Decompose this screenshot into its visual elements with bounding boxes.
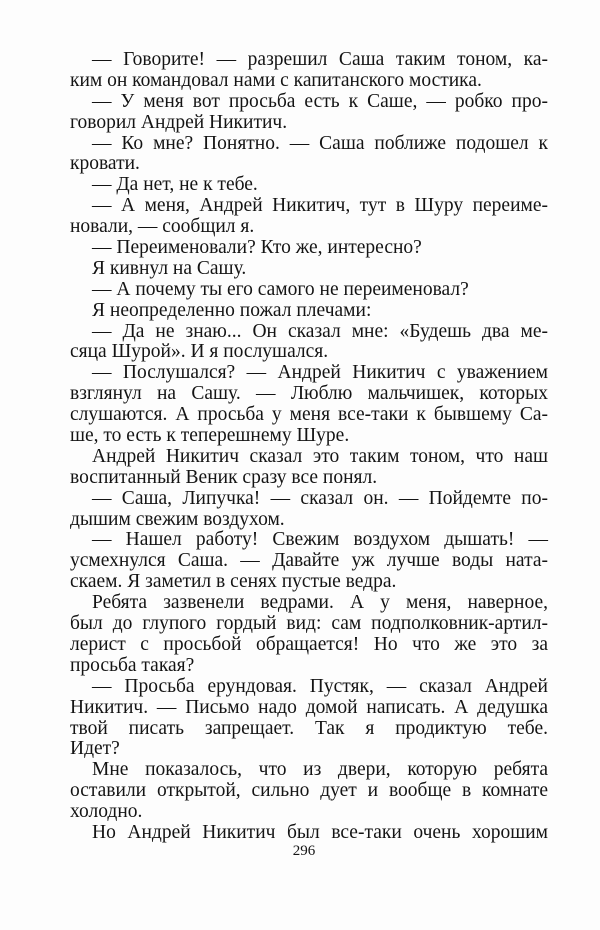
text-line: — Просьба ерундовая. Пустяк, — сказал Андрей: [92, 675, 548, 697]
text-line: был до глупого гордый вид: сам подполковник-артил-: [70, 613, 548, 635]
text-line: — А почему ты его самого не переименовал?: [92, 278, 469, 300]
text-line: Я неопределенно пожал плечами:: [92, 299, 372, 321]
text-line: просьба такая?: [70, 654, 195, 676]
text-line: Но Андрей Никитич был все-таки очень хорошим: [92, 821, 548, 843]
text-line: — У меня вот просьба есть к Саше, — робко про-: [92, 90, 548, 112]
text-line: — Ко мне? Понятно. — Саша поближе подошел к: [92, 132, 548, 154]
text-line: ше, то есть к теперешнему Шуре.: [70, 425, 350, 447]
text-line: ким он командовал нами с капитанского мостика.: [70, 69, 482, 91]
text-line: — Да не знаю... Он сказал мне: «Будешь два ме-: [92, 320, 548, 342]
text-line: — Говорите! — разрешил Саша таким тоном, ка-: [92, 49, 548, 70]
body-text: [70, 49, 548, 844]
text-line: — Нашел работу! Свежим воздухом дышать! —: [92, 529, 548, 551]
text-line: взглянул на Сашу. — Люблю мальчишек, которых: [70, 383, 548, 405]
text-line: Никитич. — Письмо надо домой написать. А дедушка: [70, 696, 548, 718]
text-line: — Да нет, не к тебе.: [92, 174, 258, 196]
text-line: сяца Шурой». И я послушался.: [70, 341, 329, 363]
text-line: воспитанный Веник сразу все понял.: [70, 466, 378, 488]
text-line: Я кивнул на Сашу.: [92, 257, 247, 279]
text-line: Мне показалось, что из двери, которую ребята: [92, 759, 548, 781]
text-line: дышим свежим воздухом.: [70, 508, 285, 530]
text-line: твой писать запрещает. Так я продиктую тебе.: [70, 717, 548, 739]
text-line: слушаются. А просьба у меня все-таки к бывшему Са-: [70, 404, 548, 426]
text-line: Ребята зазвенели ведрами. А у меня, наверное,: [92, 592, 548, 614]
text-line: говорил Андрей Никитич.: [70, 111, 288, 133]
text-line: кровати.: [70, 153, 140, 175]
text-line: скаем. Я заметил в сенях пустые ведра.: [70, 571, 397, 593]
text-line: Андрей Никитич сказал это таким тоном, что наш: [92, 445, 548, 467]
text-line: оставили открытой, сильно дует и вообще в комнате: [70, 780, 548, 802]
text-line: холодно.: [70, 801, 143, 823]
text-line: усмехнулся Саша. — Давайте уж лучше воды ната-: [70, 550, 548, 572]
text-line: Идет?: [70, 738, 120, 760]
page-number: 296: [292, 843, 316, 859]
text-line: — А меня, Андрей Никитич, тут в Шуру переиме-: [92, 195, 548, 217]
text-line: лерист с просьбой обращается! Но что же это за: [70, 633, 548, 655]
text-line: — Переименовали? Кто же, интересно?: [92, 237, 422, 259]
text-line: новали, — сообщил я.: [70, 216, 255, 238]
text-line: — Саша, Липучка! — сказал он. — Пойдемте по-: [92, 487, 548, 509]
text-line: — Послушался? — Андрей Никитич с уважением: [92, 362, 548, 384]
